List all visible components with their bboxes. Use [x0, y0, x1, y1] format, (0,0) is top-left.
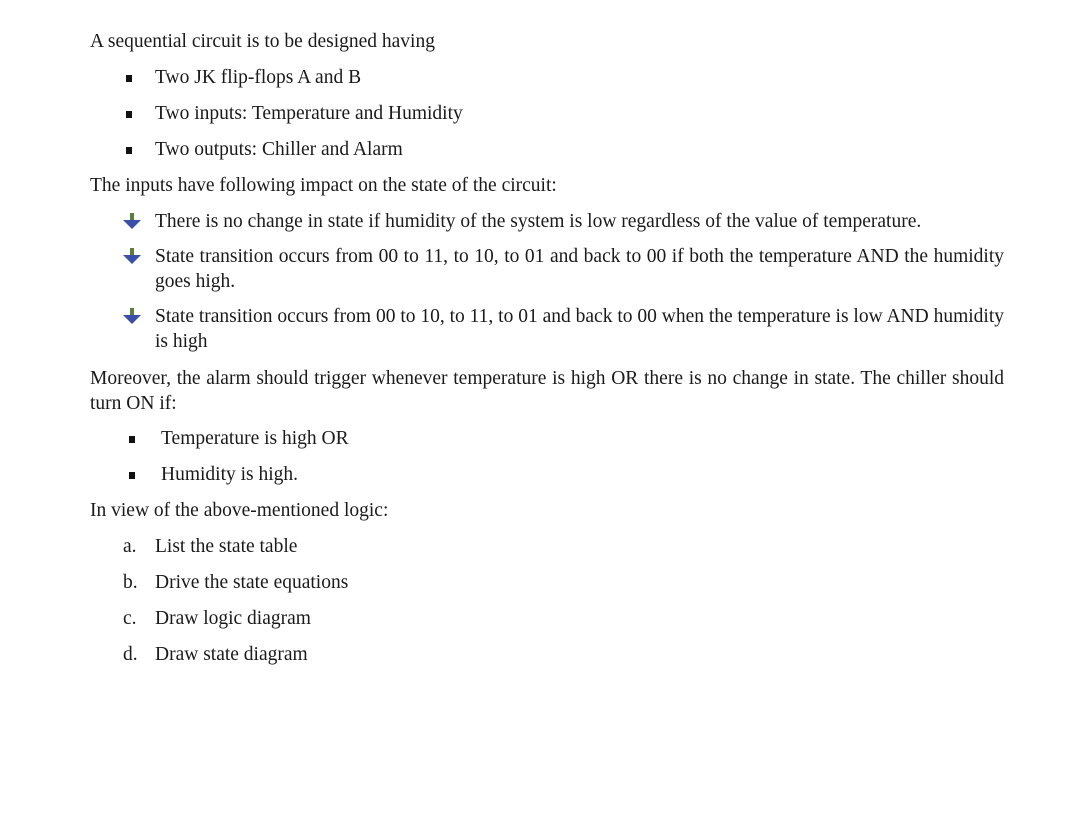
view-intro-text: In view of the above-mentioned logic:	[90, 500, 389, 521]
list-item-text: Temperature is high OR	[161, 428, 349, 449]
list-item-text: Draw state diagram	[155, 644, 308, 665]
list-item	[90, 643, 1004, 667]
down-arrow-icon	[123, 248, 141, 264]
list-item	[90, 66, 1004, 90]
chiller-conditions-list	[90, 427, 1004, 487]
square-bullet-icon	[126, 147, 132, 154]
down-arrow-icon	[123, 308, 141, 324]
components-list	[90, 66, 1004, 162]
rules-list	[90, 209, 1004, 354]
list-item-text: Two outputs: Chiller and Alarm	[155, 139, 403, 160]
list-item	[90, 571, 1004, 595]
moreover-text: Moreover, the alarm should trigger whenever temperature is high OR there is no change in state. The chiller should turn ON if:	[90, 368, 1004, 414]
list-item	[90, 607, 1004, 631]
list-item-text: Drive the state equations	[155, 572, 349, 593]
square-bullet-icon	[129, 472, 135, 479]
list-item	[90, 138, 1004, 162]
list-item-text: Draw logic diagram	[155, 608, 311, 629]
list-item-text: Two inputs: Temperature and Humidity	[155, 103, 463, 124]
square-bullet-icon	[126, 111, 132, 118]
list-item	[90, 427, 1004, 451]
list-marker: c.	[123, 608, 137, 629]
document	[90, 30, 1004, 667]
list-marker: a.	[123, 536, 137, 557]
list-item-text: There is no change in state if humidity of the system is low regardless of the value of temperature.	[155, 211, 922, 232]
list-item	[90, 304, 1004, 354]
square-bullet-icon	[129, 436, 135, 443]
list-item-text: Two JK flip-flops A and B	[155, 67, 362, 88]
inputs-intro-text: The inputs have following impact on the state of the circuit:	[90, 175, 557, 196]
list-item-text: List the state table	[155, 536, 298, 557]
list-item-text: Humidity is high.	[161, 464, 299, 485]
tasks-list	[90, 535, 1004, 667]
list-item	[90, 209, 1004, 234]
list-item-text: State transition occurs from 00 to 11, to 10, to 01 and back to 00 if both the temperature AND the humidity goes high.	[155, 246, 1004, 292]
list-item-text: State transition occurs from 00 to 10, to 11, to 01 and back to 00 when the temperature is low AND humidity is high	[155, 306, 1005, 352]
list-marker: b.	[123, 572, 138, 593]
down-arrow-icon	[123, 213, 141, 229]
square-bullet-icon	[126, 75, 132, 82]
list-item	[90, 463, 1004, 487]
intro-text: A sequential circuit is to be designed having	[90, 31, 435, 52]
list-marker: d.	[123, 644, 138, 665]
list-item	[90, 244, 1004, 294]
list-item	[90, 102, 1004, 126]
list-item	[90, 535, 1004, 559]
